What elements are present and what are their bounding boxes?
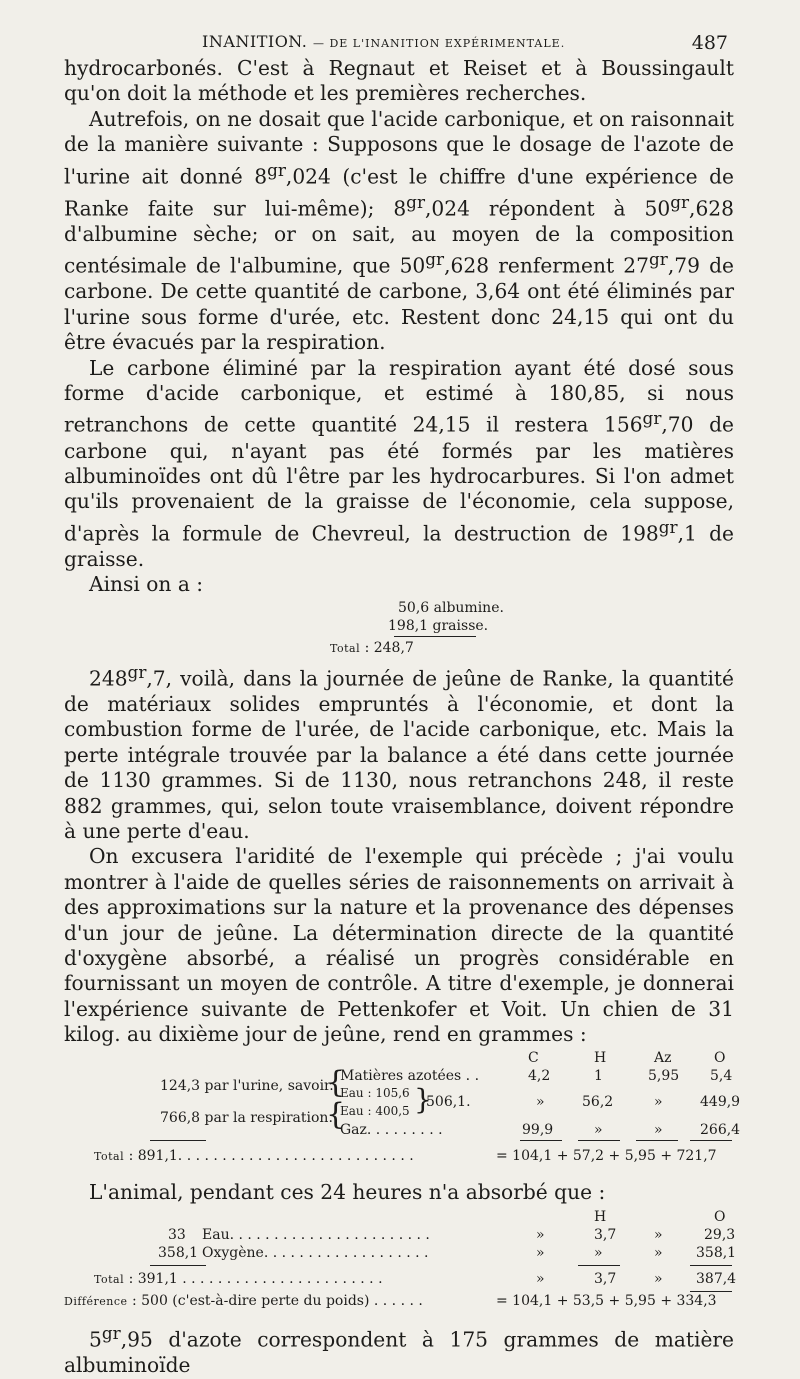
excretion-table [64, 1048, 741, 1170]
item-eau-total: 506,1. [426, 1093, 471, 1110]
row-label: Eau. . . . . . . . . . . . . . . . . . . . . . . [202, 1227, 430, 1244]
cell: 387,4 [696, 1271, 737, 1288]
row-label-respiration: 766,8 par la respiration. [160, 1109, 333, 1126]
title-rest: — DE L'INANITION EXPÉRIMENTALE. [312, 37, 566, 50]
brace-3: } [414, 1082, 432, 1116]
total-value: : 891,1. . . . . . . . . . . . . . . . . . . . . . . . . . . [128, 1147, 414, 1164]
row-qty: 33 [168, 1227, 186, 1244]
cell: 4,2 [528, 1067, 551, 1084]
book-page [64, 30, 741, 1379]
paragraph-7: L'animal, pendant ces 24 heures n'a absorbé que : [89, 1179, 606, 1204]
col-header-o: O [714, 1049, 726, 1066]
cell: 266,4 [700, 1121, 741, 1138]
sum-rule [394, 636, 476, 637]
cell: 449,9 [700, 1093, 741, 1110]
cell: » [536, 1245, 545, 1262]
rule [690, 1140, 732, 1141]
item-eau-2: Eau : 400,5 [340, 1103, 410, 1118]
cell: 99,9 [522, 1121, 554, 1138]
col-header-o: O [714, 1209, 726, 1226]
col-header-h: H [594, 1049, 607, 1066]
sum-block [64, 598, 734, 660]
difference-label: Différence [64, 1295, 128, 1309]
total-sum-1: = 104,1 + 57,2 + 5,95 + 721,7 [496, 1147, 717, 1164]
cell: » [594, 1121, 603, 1138]
row-qty: 358,1 [158, 1245, 199, 1262]
cell: 5,4 [710, 1067, 733, 1084]
rule [150, 1265, 206, 1266]
cell: » [536, 1271, 545, 1288]
rule [636, 1140, 678, 1141]
cell: » [536, 1093, 545, 1110]
rule [690, 1291, 732, 1292]
brace-2: { [326, 1096, 346, 1132]
paragraph-8: $5^{gr},95$ d'azote correspondent à 175 grammes de matière albuminoïde [64, 1323, 734, 1378]
title-main: INANITION. [202, 32, 308, 51]
total-row-2 [94, 1271, 383, 1287]
sum-line-graisse: 198,1 graisse. [388, 617, 489, 634]
rule [578, 1265, 620, 1266]
paragraph-4: Ainsi on a : [89, 572, 204, 597]
col-header-az: Az [654, 1049, 672, 1066]
paragraph-1: hydrocarbonés. C'est à Regnaut et Reiset et à Boussingault qu'on doit la méthode et les premières recherches. [64, 56, 734, 106]
sum-total-label: Total [330, 641, 361, 655]
cell: 3,7 [594, 1271, 617, 1288]
total-label: Total [94, 1273, 125, 1287]
sum-total-value: : 248,7 [364, 639, 414, 656]
cell: » [654, 1093, 663, 1110]
cell: 3,7 [594, 1227, 617, 1244]
cell: » [654, 1227, 663, 1244]
total-row-1 [94, 1148, 414, 1164]
brace-1: { [326, 1064, 346, 1100]
cell: 5,95 [648, 1067, 680, 1084]
absorption-table [64, 1205, 737, 1311]
col-header-c: C [528, 1049, 539, 1066]
difference-sum: = 104,1 + 53,5 + 5,95 + 334,3 [496, 1293, 717, 1310]
total-label: Total [94, 1149, 125, 1163]
item-eau-1: Eau : 105,6 [340, 1085, 410, 1100]
cell: » [654, 1271, 663, 1288]
paragraph-5: $248^{gr},7$, voilà, dans la journée de jeûne de Ranke, la quantité de matériaux solides empruntés à l'économie, et dont la combustion forme de l'urée, de l'acide carbonique, etc. Mais la perte intégrale trouvée par la balance a été dans cette journée de 1130 grammes. Si de 1130, nous retranchons 248, il reste 882 grammes, qui, selon toute vraisemblance, doivent répondre à une perte d'eau. [64, 661, 734, 843]
running-title [202, 32, 565, 51]
page-number: 487 [691, 32, 728, 54]
difference-row [64, 1293, 423, 1309]
rule [578, 1140, 620, 1141]
rule [690, 1265, 732, 1266]
total-value: : 391,1 . . . . . . . . . . . . . . . . . . . . . . . [128, 1271, 383, 1288]
cell: 56,2 [582, 1093, 614, 1110]
running-header [64, 30, 734, 56]
item-azotees: Matières azotées . . [340, 1067, 480, 1084]
paragraph-3: Le carbone éliminé par la respiration ayant été dosé sous forme d'acide carbonique, et estimé à 180,85, si nous retranchons de cette quantité 24,15 il restera $156^{gr},70$ de carbone qui, n'ayant pas été formés par les matières albuminoïdes ont dû l'être par les hydrocarbures. Si l'on admet qu'ils provenaient de la graisse de l'économie, cela suppose, d'après la formule de Chevreul, la destruction de $198^{gr},1$ de graisse. [64, 355, 734, 571]
paragraph-2: Autrefois, on ne dosait que l'acide carbonique, et on raisonnait de la manière suivante : Supposons que le dosage de l'azote de l'urine ait donné $8^{gr},024$ (c'est le chiffre d'une expérience de Ranke faite sur lui-même); $8^{gr},024$ répondent à $50^{gr},628$ d'albumine sèche; or on sait, au moyen de la composition centésimale de l'albumine, que $50^{gr},628$ renferment $27^{gr},79$ de carbone. De cette quantité de carbone, 3,64 ont été éliminés par l'urine sous forme d'urée, etc. Restent donc 24,15 qui ont du être évacués par la respiration. [64, 106, 734, 355]
difference-value: : 500 (c'est-à-dire perte du poids) . . . . . . [131, 1293, 423, 1310]
paragraph-6: On excusera l'aridité de l'exemple qui précède ; j'ai voulu montrer à l'aide de quelles séries de raisonnements on arrivait à des approximations sur la nature et la provenance des dépenses d'un jour de jeûne. La détermination directe de la quantité d'oxygène absorbé, a réalisé un progrès considérable en fournissant un moyen de contrôle. A titre d'exemple, je donnerai l'expérience suivante de Pettenkofer et Voit. Un chien de 31 kilog. au dixième jour de jeûne, rend en grammes : [64, 844, 734, 1047]
sum-line-albumine: 50,6 albumine. [398, 599, 504, 616]
cell: » [654, 1121, 663, 1138]
cell: » [654, 1245, 663, 1262]
cell: 29,3 [704, 1227, 736, 1244]
rule [520, 1140, 562, 1141]
sum-total [330, 640, 414, 656]
item-gaz: Gaz. . . . . . . . . [340, 1121, 443, 1138]
cell: » [594, 1245, 603, 1262]
col-header-h: H [594, 1209, 607, 1226]
row-label-urine: 124,3 par l'urine, savoir. [160, 1077, 334, 1094]
row-label: Oxygène. . . . . . . . . . . . . . . . . . . [202, 1245, 429, 1262]
cell: » [536, 1227, 545, 1244]
cell: 1 [594, 1067, 603, 1084]
rule [150, 1140, 206, 1141]
cell: 358,1 [696, 1245, 737, 1262]
